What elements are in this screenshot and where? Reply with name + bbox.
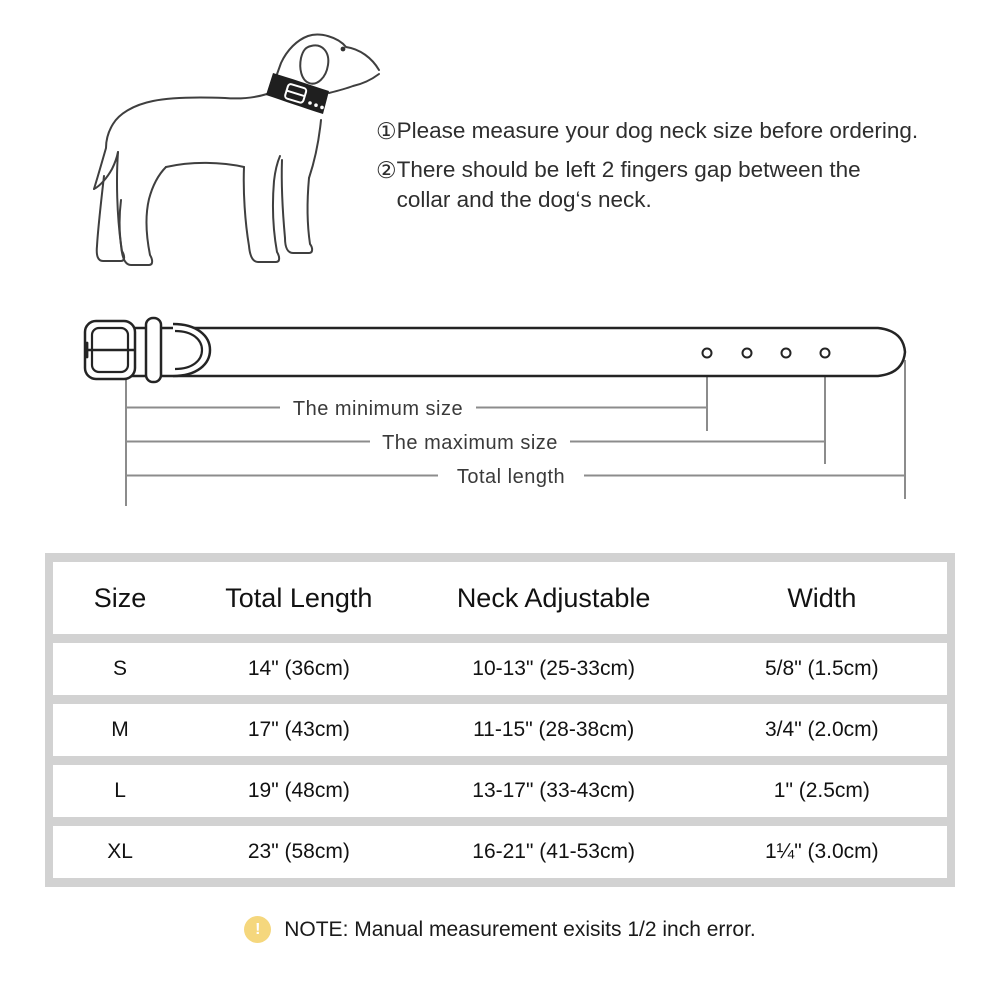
cell-width: 3/4" (2.0cm) <box>697 704 947 756</box>
cell-size: M <box>53 704 187 756</box>
maximum-size-label: The maximum size <box>382 432 558 454</box>
dog-outline <box>94 35 379 265</box>
dog-illustration <box>70 20 400 290</box>
dog-eye-dot <box>341 47 346 52</box>
cell-size: XL <box>53 826 187 878</box>
cell-size: L <box>53 765 187 817</box>
header-cell-size: Size <box>53 562 187 634</box>
cell-total-length: 23" (58cm) <box>187 826 411 878</box>
table-header-row <box>53 562 947 634</box>
cell-neck-adjustable: 13-17" (33-43cm) <box>411 765 697 817</box>
table-row-xl <box>53 826 947 878</box>
cell-size: S <box>53 643 187 695</box>
cell-width: 1¼" (3.0cm) <box>697 826 947 878</box>
measuring-instructions <box>376 116 976 224</box>
cell-width: 1" (2.5cm) <box>697 765 947 817</box>
collar-belt-drawing <box>85 318 905 382</box>
cell-width: 5/8" (1.5cm) <box>697 643 947 695</box>
exclamation-icon: ! <box>244 916 271 943</box>
header-cell-neck-adjustable: Neck Adjustable <box>411 562 697 634</box>
cell-neck-adjustable: 16-21" (41-53cm) <box>411 826 697 878</box>
note-text: NOTE: Manual measurement exisits 1/2 inch error. <box>284 917 756 941</box>
instruction-text-2: There should be left 2 fingers gap between the collar and the dog‘s neck. <box>396 157 861 212</box>
header-cell-total-length: Total Length <box>187 562 411 634</box>
cell-neck-adjustable: 11-15" (28-38cm) <box>411 704 697 756</box>
total-length-label: Total length <box>456 466 566 488</box>
instruction-item-2 <box>376 155 976 215</box>
table-row-s <box>53 643 947 695</box>
size-chart-table <box>45 553 955 887</box>
note-bar <box>0 916 1000 943</box>
collar-measurement-diagram <box>40 300 960 515</box>
minimum-size-label: The minimum size <box>292 398 464 420</box>
dog-collar-band <box>266 73 329 114</box>
instruction-text-1: Please measure your dog neck size before ordering. <box>396 118 919 143</box>
cell-total-length: 17" (43cm) <box>187 704 411 756</box>
cell-total-length: 19" (48cm) <box>187 765 411 817</box>
instruction-number-2: ② <box>376 157 397 183</box>
instruction-item-1 <box>376 116 976 146</box>
table-row-l <box>53 765 947 817</box>
cell-total-length: 14" (36cm) <box>187 643 411 695</box>
header-cell-width: Width <box>697 562 947 634</box>
cell-neck-adjustable: 10-13" (25-33cm) <box>411 643 697 695</box>
table-row-m <box>53 704 947 756</box>
instruction-number-1: ① <box>376 118 397 144</box>
